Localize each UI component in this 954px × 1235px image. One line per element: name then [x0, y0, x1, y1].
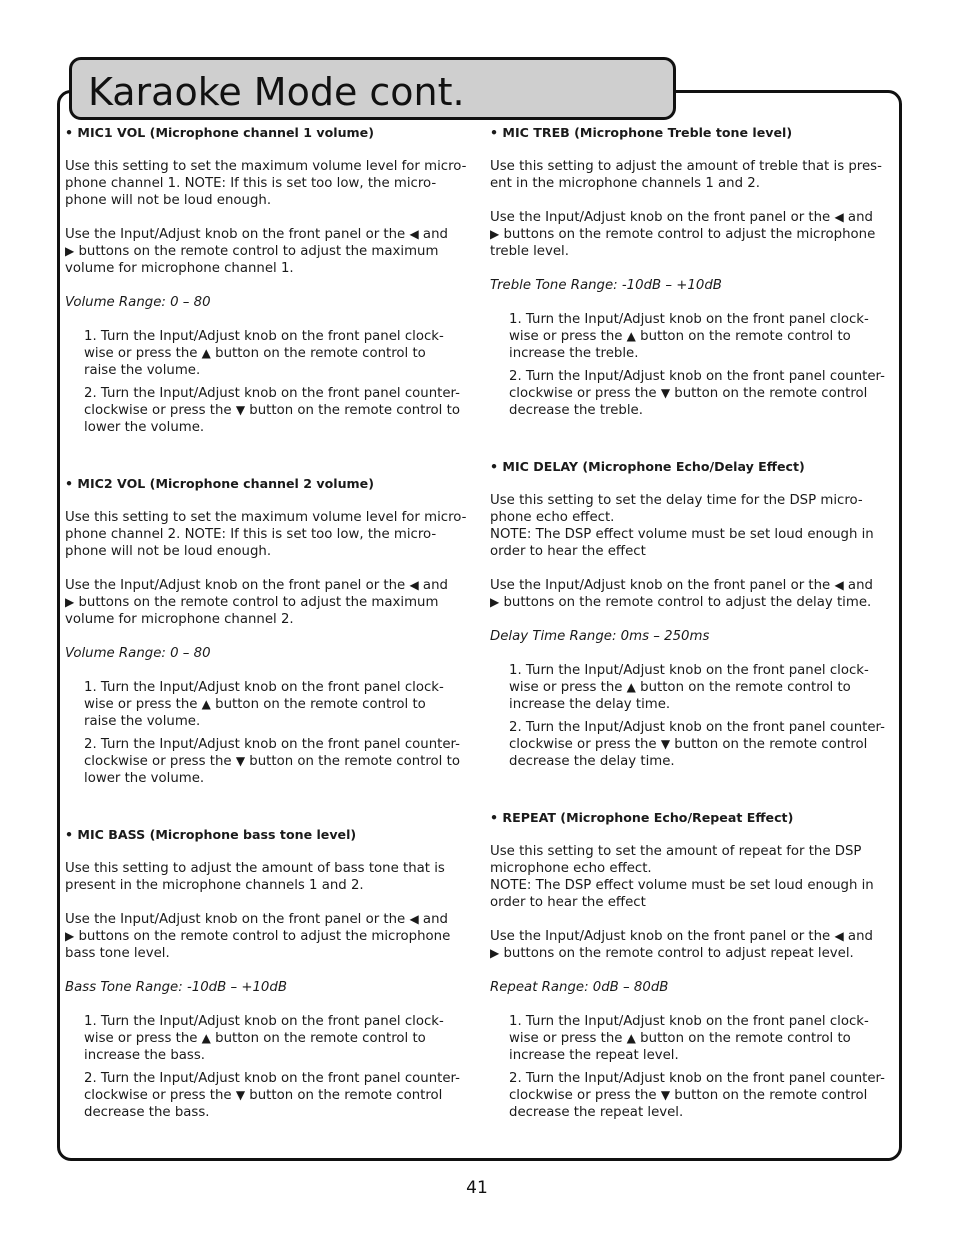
description: [490, 843, 895, 911]
text-line: Use the Input/Adjust knob on the front panel or the: [490, 210, 831, 225]
text-line: 2. Turn the Input/Adjust knob on the front panel counter-: [84, 1071, 460, 1086]
left-column: [65, 124, 473, 1127]
step-2: [509, 1070, 895, 1121]
left-arrow-icon: ◀: [409, 912, 419, 926]
description: [65, 509, 473, 560]
page-number: 41: [466, 1178, 488, 1198]
text-line: Use the Input/Adjust knob on the front panel or the: [65, 227, 406, 242]
right-arrow-icon: ▶: [65, 244, 75, 258]
text-line: present in the microphone channels 1 and 2.: [65, 878, 364, 893]
range-text: Volume Range: 0 – 80: [65, 295, 211, 310]
text-line: Use this setting to set the maximum volume level for micro-: [65, 159, 467, 174]
right-arrow-icon: ▶: [490, 227, 500, 241]
text-line: button on the remote control: [674, 386, 868, 401]
right-arrow-icon: ▶: [65, 929, 75, 943]
text-line: buttons on the remote control to adjust the microphone: [503, 227, 876, 242]
text-line: clockwise or press the: [84, 754, 232, 769]
text-line: volume for microphone channel 1.: [65, 261, 294, 276]
text-line: Use the Input/Adjust knob on the front panel or the: [65, 912, 406, 927]
text-line: 2. Turn the Input/Adjust knob on the front panel counter-: [84, 386, 460, 401]
text-line: and: [422, 912, 448, 927]
step-1: [84, 679, 473, 730]
instructions: [65, 911, 473, 962]
text-line: buttons on the remote control to adjust the delay time.: [503, 595, 872, 610]
text-line: increase the bass.: [84, 1048, 205, 1063]
text-line: Use this setting to set the delay time for the DSP micro-: [490, 493, 863, 508]
text-line: 1. Turn the Input/Adjust knob on the front panel clock-: [509, 663, 869, 678]
text-line: Use the Input/Adjust knob on the front panel or the: [65, 578, 406, 593]
instructions: [65, 226, 473, 277]
down-arrow-icon: ▼: [660, 737, 671, 751]
text-line: button on the remote control to: [640, 329, 851, 344]
text-line: and: [847, 210, 873, 225]
text-line: decrease the repeat level.: [509, 1105, 684, 1120]
text-line: order to hear the effect: [490, 544, 646, 559]
text-line: clockwise or press the: [509, 386, 657, 401]
text-line: Use this setting to adjust the amount of treble that is pres-: [490, 159, 882, 174]
text-line: volume for microphone channel 2.: [65, 612, 294, 627]
text-line: ent in the microphone channels 1 and 2.: [490, 176, 760, 191]
section-mic-delay: [490, 458, 895, 770]
text-line: phone will not be loud enough.: [65, 544, 272, 559]
text-line: Use this setting to adjust the amount of bass tone that is: [65, 861, 445, 876]
step-1: [509, 1013, 895, 1064]
text-line: increase the delay time.: [509, 697, 671, 712]
step-1: [84, 328, 473, 379]
text-line: and: [847, 578, 873, 593]
text-line: NOTE: The DSP effect volume must be set loud enough in: [490, 527, 874, 542]
section-heading: • MIC2 VOL (Microphone channel 2 volume): [65, 476, 374, 491]
left-arrow-icon: ◀: [409, 578, 419, 592]
text-line: wise or press the: [84, 1031, 198, 1046]
text-line: button on the remote control to: [249, 754, 460, 769]
text-line: buttons on the remote control to adjust the maximum: [78, 595, 439, 610]
text-line: phone will not be loud enough.: [65, 193, 272, 208]
range-text: Repeat Range: 0dB – 80dB: [490, 980, 669, 995]
text-line: wise or press the: [84, 346, 198, 361]
up-arrow-icon: ▲: [201, 1031, 211, 1045]
down-arrow-icon: ▼: [235, 754, 246, 768]
step-2: [84, 736, 473, 787]
text-line: order to hear the effect: [490, 895, 646, 910]
step-2: [509, 368, 895, 419]
right-arrow-icon: ▶: [490, 595, 500, 609]
text-line: 2. Turn the Input/Adjust knob on the front panel counter-: [84, 737, 460, 752]
up-arrow-icon: ▲: [626, 329, 636, 343]
section-mic1-vol: [65, 124, 473, 436]
text-line: wise or press the: [509, 680, 623, 695]
instructions: [490, 928, 895, 962]
right-arrow-icon: ▶: [65, 595, 75, 609]
text-line: 2. Turn the Input/Adjust knob on the front panel counter-: [509, 369, 885, 384]
section-heading: • MIC BASS (Microphone bass tone level): [65, 827, 357, 842]
page-title: Karaoke Mode cont.: [88, 70, 465, 114]
text-line: 2. Turn the Input/Adjust knob on the front panel counter-: [509, 1071, 885, 1086]
text-line: button on the remote control to: [640, 680, 851, 695]
up-arrow-icon: ▲: [626, 1031, 636, 1045]
text-line: increase the repeat level.: [509, 1048, 679, 1063]
text-line: 1. Turn the Input/Adjust knob on the front panel clock-: [84, 680, 444, 695]
range-text: Bass Tone Range: -10dB – +10dB: [65, 980, 287, 995]
text-line: decrease the bass.: [84, 1105, 210, 1120]
description: [65, 860, 473, 894]
section-repeat: [490, 809, 895, 1121]
text-line: decrease the delay time.: [509, 754, 675, 769]
text-line: button on the remote control: [249, 1088, 443, 1103]
text-line: clockwise or press the: [84, 1088, 232, 1103]
text-line: wise or press the: [509, 329, 623, 344]
text-line: 1. Turn the Input/Adjust knob on the front panel clock-: [509, 1014, 869, 1029]
step-2: [509, 719, 895, 770]
text-line: 1. Turn the Input/Adjust knob on the front panel clock-: [509, 312, 869, 327]
text-line: clockwise or press the: [84, 403, 232, 418]
instructions: [490, 577, 895, 611]
down-arrow-icon: ▼: [660, 1088, 671, 1102]
text-line: and: [422, 227, 448, 242]
section-heading: • MIC DELAY (Microphone Echo/Delay Effect): [490, 459, 805, 474]
description: [65, 158, 473, 209]
instructions: [490, 209, 895, 260]
up-arrow-icon: ▲: [626, 680, 636, 694]
description: [490, 492, 895, 560]
section-heading: • MIC TREB (Microphone Treble tone level): [490, 125, 793, 140]
text-line: buttons on the remote control to adjust repeat level.: [503, 946, 854, 961]
text-line: and: [422, 578, 448, 593]
section-mic-bass: [65, 826, 473, 1121]
text-line: buttons on the remote control to adjust the maximum: [78, 244, 439, 259]
text-line: lower the volume.: [84, 771, 205, 786]
text-line: NOTE: The DSP effect volume must be set loud enough in: [490, 878, 874, 893]
up-arrow-icon: ▲: [201, 346, 211, 360]
step-1: [509, 311, 895, 362]
text-line: button on the remote control: [674, 1088, 868, 1103]
text-line: Use this setting to set the amount of repeat for the DSP: [490, 844, 862, 859]
text-line: phone echo effect.: [490, 510, 615, 525]
text-line: phone channel 1. NOTE: If this is set too low, the micro-: [65, 176, 437, 191]
step-1: [509, 662, 895, 713]
title-tab: [69, 57, 676, 120]
text-line: increase the treble.: [509, 346, 639, 361]
section-heading: • MIC1 VOL (Microphone channel 1 volume): [65, 125, 374, 140]
section-heading: • REPEAT (Microphone Echo/Repeat Effect): [490, 810, 794, 825]
text-line: raise the volume.: [84, 714, 201, 729]
text-line: 1. Turn the Input/Adjust knob on the front panel clock-: [84, 329, 444, 344]
text-line: button on the remote control to: [215, 1031, 426, 1046]
text-line: raise the volume.: [84, 363, 201, 378]
left-arrow-icon: ◀: [834, 210, 844, 224]
text-line: button on the remote control to: [249, 403, 460, 418]
step-1: [84, 1013, 473, 1064]
right-arrow-icon: ▶: [490, 946, 500, 960]
section-mic2-vol: [65, 475, 473, 787]
text-line: clockwise or press the: [509, 1088, 657, 1103]
instructions: [65, 577, 473, 628]
step-2: [84, 385, 473, 436]
text-line: Use this setting to set the maximum volume level for micro-: [65, 510, 467, 525]
right-column: [490, 124, 895, 1127]
range-text: Volume Range: 0 – 80: [65, 646, 211, 661]
text-line: Use the Input/Adjust knob on the front panel or the: [490, 929, 831, 944]
down-arrow-icon: ▼: [660, 386, 671, 400]
text-line: wise or press the: [509, 1031, 623, 1046]
text-line: 2. Turn the Input/Adjust knob on the front panel counter-: [509, 720, 885, 735]
step-2: [84, 1070, 473, 1121]
text-line: button on the remote control to: [640, 1031, 851, 1046]
text-line: clockwise or press the: [509, 737, 657, 752]
text-line: 1. Turn the Input/Adjust knob on the front panel clock-: [84, 1014, 444, 1029]
text-line: Use the Input/Adjust knob on the front panel or the: [490, 578, 831, 593]
left-arrow-icon: ◀: [409, 227, 419, 241]
up-arrow-icon: ▲: [201, 697, 211, 711]
text-line: button on the remote control to: [215, 346, 426, 361]
left-arrow-icon: ◀: [834, 578, 844, 592]
text-line: button on the remote control to: [215, 697, 426, 712]
down-arrow-icon: ▼: [235, 1088, 246, 1102]
text-line: bass tone level.: [65, 946, 170, 961]
section-mic-treb: [490, 124, 895, 419]
left-arrow-icon: ◀: [834, 929, 844, 943]
range-text: Treble Tone Range: -10dB – +10dB: [490, 278, 722, 293]
range-text: Delay Time Range: 0ms – 250ms: [490, 629, 710, 644]
text-line: treble level.: [490, 244, 569, 259]
text-line: lower the volume.: [84, 420, 205, 435]
description: [490, 158, 895, 192]
text-line: buttons on the remote control to adjust the microphone: [78, 929, 451, 944]
text-line: button on the remote control: [674, 737, 868, 752]
down-arrow-icon: ▼: [235, 403, 246, 417]
text-line: wise or press the: [84, 697, 198, 712]
text-line: and: [847, 929, 873, 944]
text-line: microphone echo effect.: [490, 861, 652, 876]
text-line: decrease the treble.: [509, 403, 643, 418]
text-line: phone channel 2. NOTE: If this is set too low, the micro-: [65, 527, 437, 542]
